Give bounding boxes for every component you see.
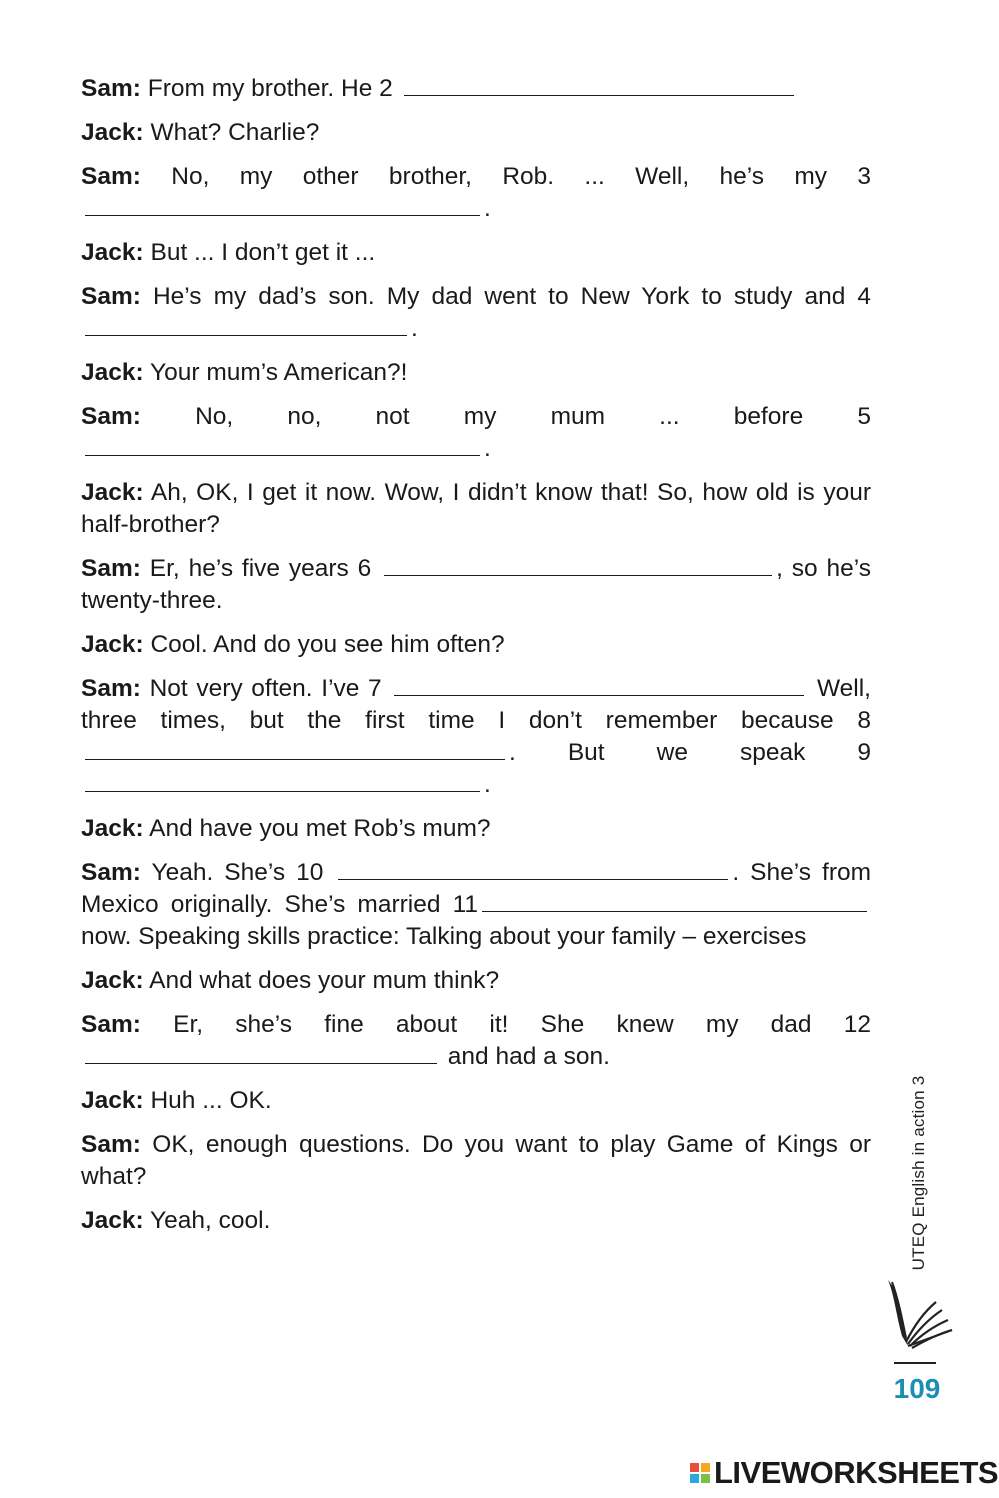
speaker-name: Jack:: [81, 1087, 144, 1114]
dialogue-line: [81, 161, 871, 225]
page-number-rule: [894, 1362, 936, 1364]
dialogue-line: [81, 1205, 871, 1237]
answer-blank[interactable]: [85, 1041, 437, 1064]
answer-blank[interactable]: [404, 73, 794, 96]
dialogue-text: now. Speaking skills practice: Talking about your family – exercises: [81, 923, 807, 950]
dialogue-line: [81, 117, 871, 149]
dialogue-text: Well, three times, but the first time I don’t remember because 8: [81, 675, 871, 734]
speaker-name: Sam:: [81, 555, 141, 582]
dialogue: [81, 73, 871, 1249]
liveworksheets-text: LIVEWORKSHEETS: [714, 1455, 999, 1490]
liveworksheets-logo: [690, 1456, 998, 1490]
dialogue-text: .: [484, 435, 491, 462]
logo-square: [690, 1474, 699, 1483]
dialogue-text: What? Charlie?: [143, 119, 320, 146]
answer-blank[interactable]: [338, 857, 728, 880]
book-title-vertical: [899, 1075, 939, 1270]
logo-square: [690, 1463, 699, 1472]
dialogue-text: .: [484, 195, 491, 222]
dialogue-text: Er, he’s five years 6: [140, 555, 381, 582]
speaker-name: Jack:: [81, 631, 144, 658]
dialogue-text: and had a son.: [441, 1043, 610, 1070]
speaker-name: Sam:: [81, 163, 141, 190]
dialogue-text: No, my other brother, Rob. ... Well, he’s my 3: [140, 163, 871, 190]
dialogue-text: .: [484, 771, 491, 798]
dialogue-line: [81, 553, 871, 617]
speaker-name: Jack:: [81, 967, 144, 994]
dialogue-text: . She’s from Mexico originally. She’s married 11: [81, 859, 872, 918]
dialogue-line: [81, 237, 871, 269]
speaker-name: Sam:: [81, 1011, 141, 1038]
dialogue-line: [81, 1085, 871, 1117]
dialogue-text: And what does your mum think?: [143, 967, 500, 994]
speaker-name: Jack:: [81, 1207, 144, 1234]
answer-blank[interactable]: [85, 313, 407, 336]
answer-blank[interactable]: [394, 673, 804, 696]
dialogue-line: [81, 73, 871, 105]
dialogue-text: . But we speak 9: [509, 739, 871, 766]
dialogue-line: [81, 673, 871, 801]
liveworksheets-squares-icon: [690, 1463, 710, 1483]
dialogue-line: [81, 401, 871, 465]
speaker-name: Jack:: [81, 119, 144, 146]
dialogue-text: Yeah, cool.: [143, 1207, 271, 1234]
speaker-name: Jack:: [81, 239, 144, 266]
book-title: UTEQ English in action 3: [909, 1075, 928, 1270]
dialogue-text: , so he’s twenty-three.: [81, 555, 871, 614]
dialogue-line: [81, 629, 871, 661]
speaker-name: Jack:: [81, 359, 144, 386]
dialogue-line: [81, 857, 871, 953]
speaker-name: Sam:: [81, 859, 141, 886]
logo-square: [701, 1463, 710, 1472]
dialogue-line: [81, 813, 871, 845]
dialogue-text: .: [411, 315, 418, 342]
logo-square: [701, 1474, 710, 1483]
dialogue-line: [81, 477, 871, 541]
answer-blank[interactable]: [384, 553, 772, 576]
answer-blank[interactable]: [85, 737, 505, 760]
dialogue-text: He’s my dad’s son. My dad went to New York to study and 4: [140, 283, 871, 310]
answer-blank[interactable]: [482, 889, 867, 912]
speaker-name: Sam:: [81, 675, 141, 702]
dialogue-text: OK, enough questions. Do you want to play Game of Kings or what?: [81, 1131, 871, 1190]
speaker-name: Sam:: [81, 75, 141, 102]
answer-blank[interactable]: [85, 433, 480, 456]
speaker-name: Jack:: [81, 815, 144, 842]
speaker-name: Sam:: [81, 1131, 141, 1158]
dialogue-line: [81, 1129, 871, 1193]
answer-blank[interactable]: [85, 769, 480, 792]
dialogue-text: Ah, OK, I get it now. Wow, I didn’t know that! So, how old is your half-brother?: [81, 479, 871, 538]
dialogue-line: [81, 965, 871, 997]
speaker-name: Sam:: [81, 283, 141, 310]
dialogue-text: Your mum’s American?!: [143, 359, 408, 386]
dialogue-text: Not very often. I’ve 7: [140, 675, 391, 702]
dialogue-text: But ... I don’t get it ...: [143, 239, 376, 266]
dialogue-text: No, no, not my mum ... before 5: [140, 403, 871, 430]
page-number: 109: [893, 1373, 941, 1404]
dialogue-text: From my brother. He 2: [140, 75, 400, 102]
open-book-icon: [878, 1272, 958, 1352]
dialogue-text: Er, she’s fine about it! She knew my dad 12: [140, 1011, 871, 1038]
dialogue-line: [81, 1009, 871, 1073]
dialogue-line: [81, 281, 871, 345]
dialogue-text: And have you met Rob’s mum?: [143, 815, 491, 842]
dialogue-text: Huh ... OK.: [143, 1087, 272, 1114]
dialogue-line: [81, 357, 871, 389]
answer-blank[interactable]: [85, 193, 480, 216]
dialogue-text: Yeah. She’s 10: [140, 859, 335, 886]
dialogue-text: Cool. And do you see him often?: [143, 631, 505, 658]
speaker-name: Jack:: [81, 479, 144, 506]
speaker-name: Sam:: [81, 403, 141, 430]
